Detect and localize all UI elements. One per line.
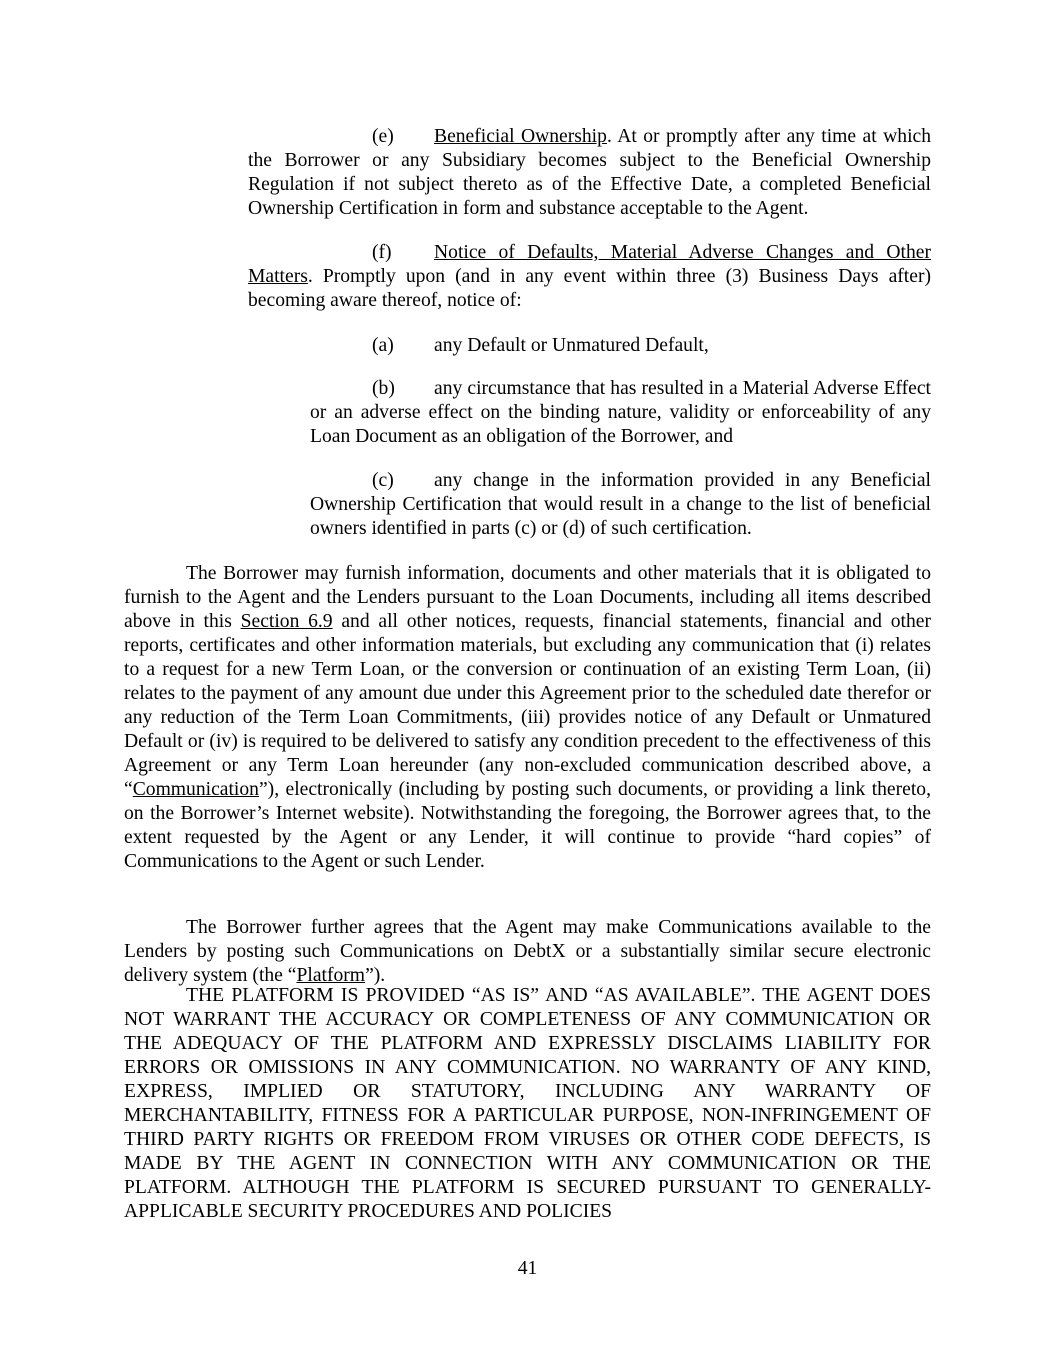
section-f-item-c	[310, 469, 931, 541]
para2-text-2: ”).	[365, 965, 386, 986]
section-e-heading: Beneficial Ownership	[434, 126, 607, 147]
disclaimer-paragraph	[124, 984, 931, 1224]
page-number: 41	[517, 1258, 538, 1279]
item-a-label: (a)	[372, 335, 394, 356]
item-c-text: any change in the information provided in any Beneficial Ownership Certification that would result in a change to the list of beneficial owners identified in parts (c) or (d) of such certification.	[310, 470, 931, 539]
para2-text-1: The Borrower further agrees that the Agent may make Communications available to the Lenders by posting such Communications on DebtX or a substantially similar secure electronic delivery system (the “	[124, 917, 931, 986]
section-e-paragraph	[248, 125, 931, 221]
communications-paragraph	[124, 562, 931, 874]
section-f-item-b	[310, 377, 931, 449]
item-c-label: (c)	[372, 470, 394, 491]
platform-defined-term: Platform	[296, 965, 366, 986]
section-e-label: (e)	[372, 126, 394, 147]
section-f-heading: Notice of Defaults, Material Adverse Changes and Other Matters	[248, 242, 931, 287]
disclaimer-text: THE PLATFORM IS PROVIDED “AS IS” AND “AS AVAILABLE”. THE AGENT DOES NOT WARRANT THE ACCURACY OR COMPLETENESS OF ANY COMMUNICATION OR THE ADEQUACY OF THE PLATFORM AND EXPRESSLY DISCLAIMS LIABILITY FOR ERRORS OR OMISSIONS IN ANY COMMUNICATION. NO WARRANTY OF ANY KIND, EXPRESS, IMPLIED OR STATUTORY, INCLUDING ANY WARRANTY OF MERCHANTABILITY, FITNESS FOR A PARTICULAR PURPOSE, NON-INFRINGEMENT OF THIRD PARTY RIGHTS OR FREEDOM FROM VIRUSES OR OTHER CODE DEFECTS, IS MADE BY THE AGENT IN CONNECTION WITH ANY COMMUNICATION OR THE PLATFORM. ALTHOUGH THE PLATFORM IS SECURED PURSUANT TO GENERALLY-APPLICABLE SECURITY PROCEDURES AND POLICIES	[124, 985, 931, 1222]
platform-paragraph	[124, 916, 931, 988]
section-e-text: . At or promptly after any time at which the Borrower or any Subsidiary becomes subject to the Beneficial Ownership Regulation if not subject thereto as of the Effective Date, a completed Beneficial Ownership Certification in form and substance acceptable to the Agent.	[248, 126, 932, 219]
section-6-9-reference: Section 6.9	[240, 611, 333, 632]
section-f-text: . Promptly upon (and in any event within three (3) Business Days after) becoming aware thereof, notice of:	[248, 266, 931, 311]
para1-text-1: The Borrower may furnish information, documents and other materials that it is obligated to furnish to the Agent and the Lenders pursuant to the Loan Documents, including all items described above in this	[124, 563, 931, 632]
item-b-label: (b)	[372, 378, 395, 399]
communication-defined-term: Communication	[132, 779, 259, 800]
section-f-item-a	[310, 334, 931, 358]
item-a-text: any Default or Unmatured Default,	[434, 335, 709, 356]
para1-text-2: and all other notices, requests, financial statements, financial and other reports, certificates and other information materials, but excluding any communication that (i) relates to a request for a new Term Loan, or the conversion or continuation of an existing Term Loan, (ii) relates to the payment of any amount due under this Agreement prior to the scheduled date therefor or any reduction of the Term Loan Commitments, (iii) provides notice of any Default or Unmatured Default or (iv) is required to be delivered to satisfy any condition precedent to the effectiveness of this Agreement or any Term Loan hereunder (any non-excluded communication described above, a “	[124, 611, 931, 800]
para1-text-3: ”), electronically (including by posting such documents, or providing a link thereto, on the Borrower’s Internet website). Notwithstanding the foregoing, the Borrower agrees that, to the extent requested by the Agent or any Lender, it will continue to provide “hard copies” of Communications to the Agent or such Lender.	[124, 779, 931, 872]
section-f-label: (f)	[372, 242, 392, 263]
item-b-text: any circumstance that has resulted in a Material Adverse Effect or an adverse effect on the binding nature, validity or enforceability of any Loan Document as an obligation of the Borrower, and	[310, 378, 931, 447]
section-f-paragraph	[248, 241, 931, 313]
